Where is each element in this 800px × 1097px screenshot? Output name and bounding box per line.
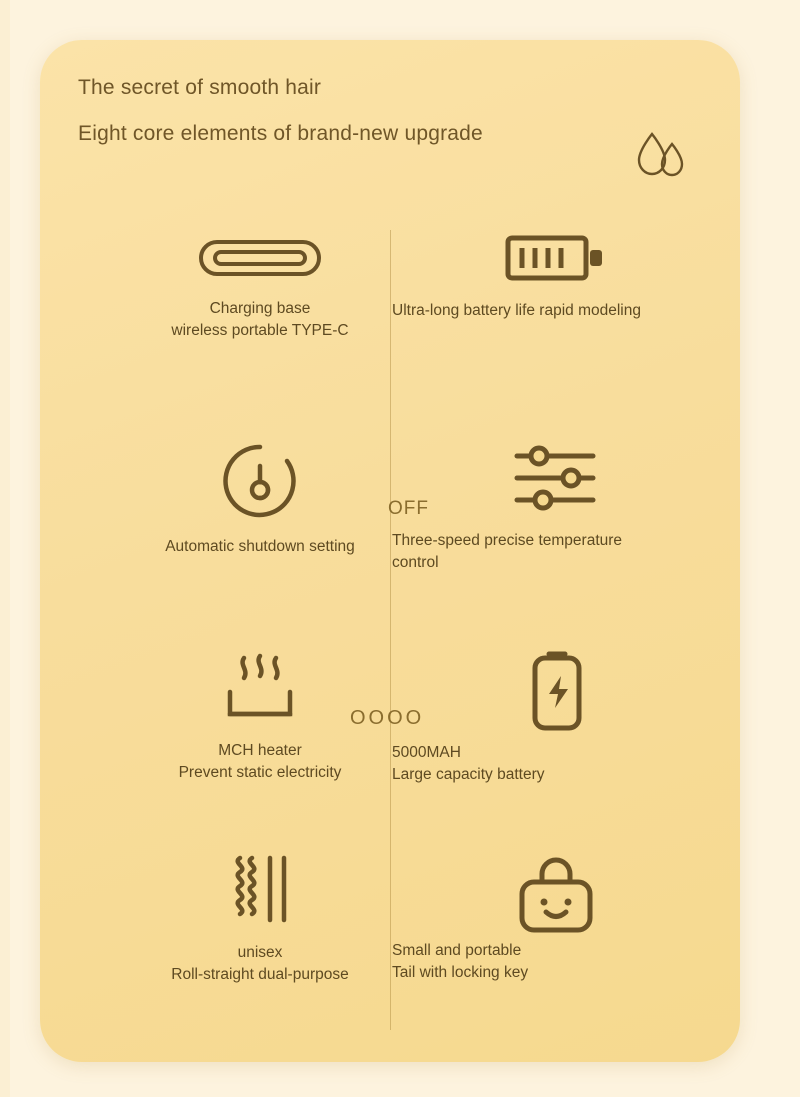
decor-off-text: OFF bbox=[388, 498, 429, 519]
page-subtitle: Eight core elements of brand-new upgrade bbox=[78, 122, 483, 145]
feature-capacity bbox=[392, 644, 722, 787]
feature-mch-line1: MCH heater bbox=[218, 742, 302, 759]
feature-mch-line2: Prevent static electricity bbox=[178, 764, 342, 782]
feature-charging-base bbox=[100, 226, 420, 343]
curly-straight-hair-icon bbox=[100, 852, 420, 932]
feature-battery-life bbox=[392, 226, 722, 322]
settings-sliders-icon bbox=[392, 438, 722, 520]
heater-waves-icon bbox=[100, 648, 420, 730]
headings-block bbox=[78, 76, 483, 146]
feature-portable-line2: Tail with locking key bbox=[392, 964, 529, 982]
decor-circles-text: OOOO bbox=[350, 707, 425, 729]
page-left-edge-strip bbox=[0, 0, 10, 1097]
lock-bag-icon bbox=[392, 852, 722, 934]
feature-portable-line1: Small and portable bbox=[392, 942, 522, 959]
battery-full-icon bbox=[392, 226, 722, 290]
feature-shutdown-line1: Automatic shutdown setting bbox=[165, 538, 355, 555]
battery-bolt-icon bbox=[392, 644, 722, 736]
promo-card bbox=[40, 40, 740, 1062]
feature-speed-line2: control bbox=[392, 554, 439, 572]
feature-charging-line1: Charging base bbox=[209, 300, 311, 317]
page-title: The secret of smooth hair bbox=[78, 76, 322, 99]
feature-mch-heater bbox=[100, 648, 420, 785]
feature-portable bbox=[392, 852, 722, 985]
feature-charging-line2: wireless portable TYPE-C bbox=[171, 322, 349, 340]
feature-unisex-line2: Roll-straight dual-purpose bbox=[171, 966, 349, 984]
feature-capacity-line1: 5000MAH bbox=[392, 744, 461, 761]
feature-three-speed bbox=[392, 438, 722, 575]
water-drops-icon bbox=[622, 122, 696, 196]
feature-capacity-line2: Large capacity battery bbox=[392, 766, 545, 784]
feature-auto-shutdown bbox=[100, 438, 420, 558]
feature-speed-line1: Three-speed precise temperature bbox=[392, 532, 623, 549]
auto-shutdown-timer-icon bbox=[100, 438, 420, 524]
feature-unisex-line1: unisex bbox=[237, 944, 283, 961]
feature-unisex bbox=[100, 852, 420, 987]
feature-battery-line1: Ultra-long battery life rapid modeling bbox=[392, 302, 641, 319]
usb-type-c-port-icon bbox=[100, 226, 420, 290]
